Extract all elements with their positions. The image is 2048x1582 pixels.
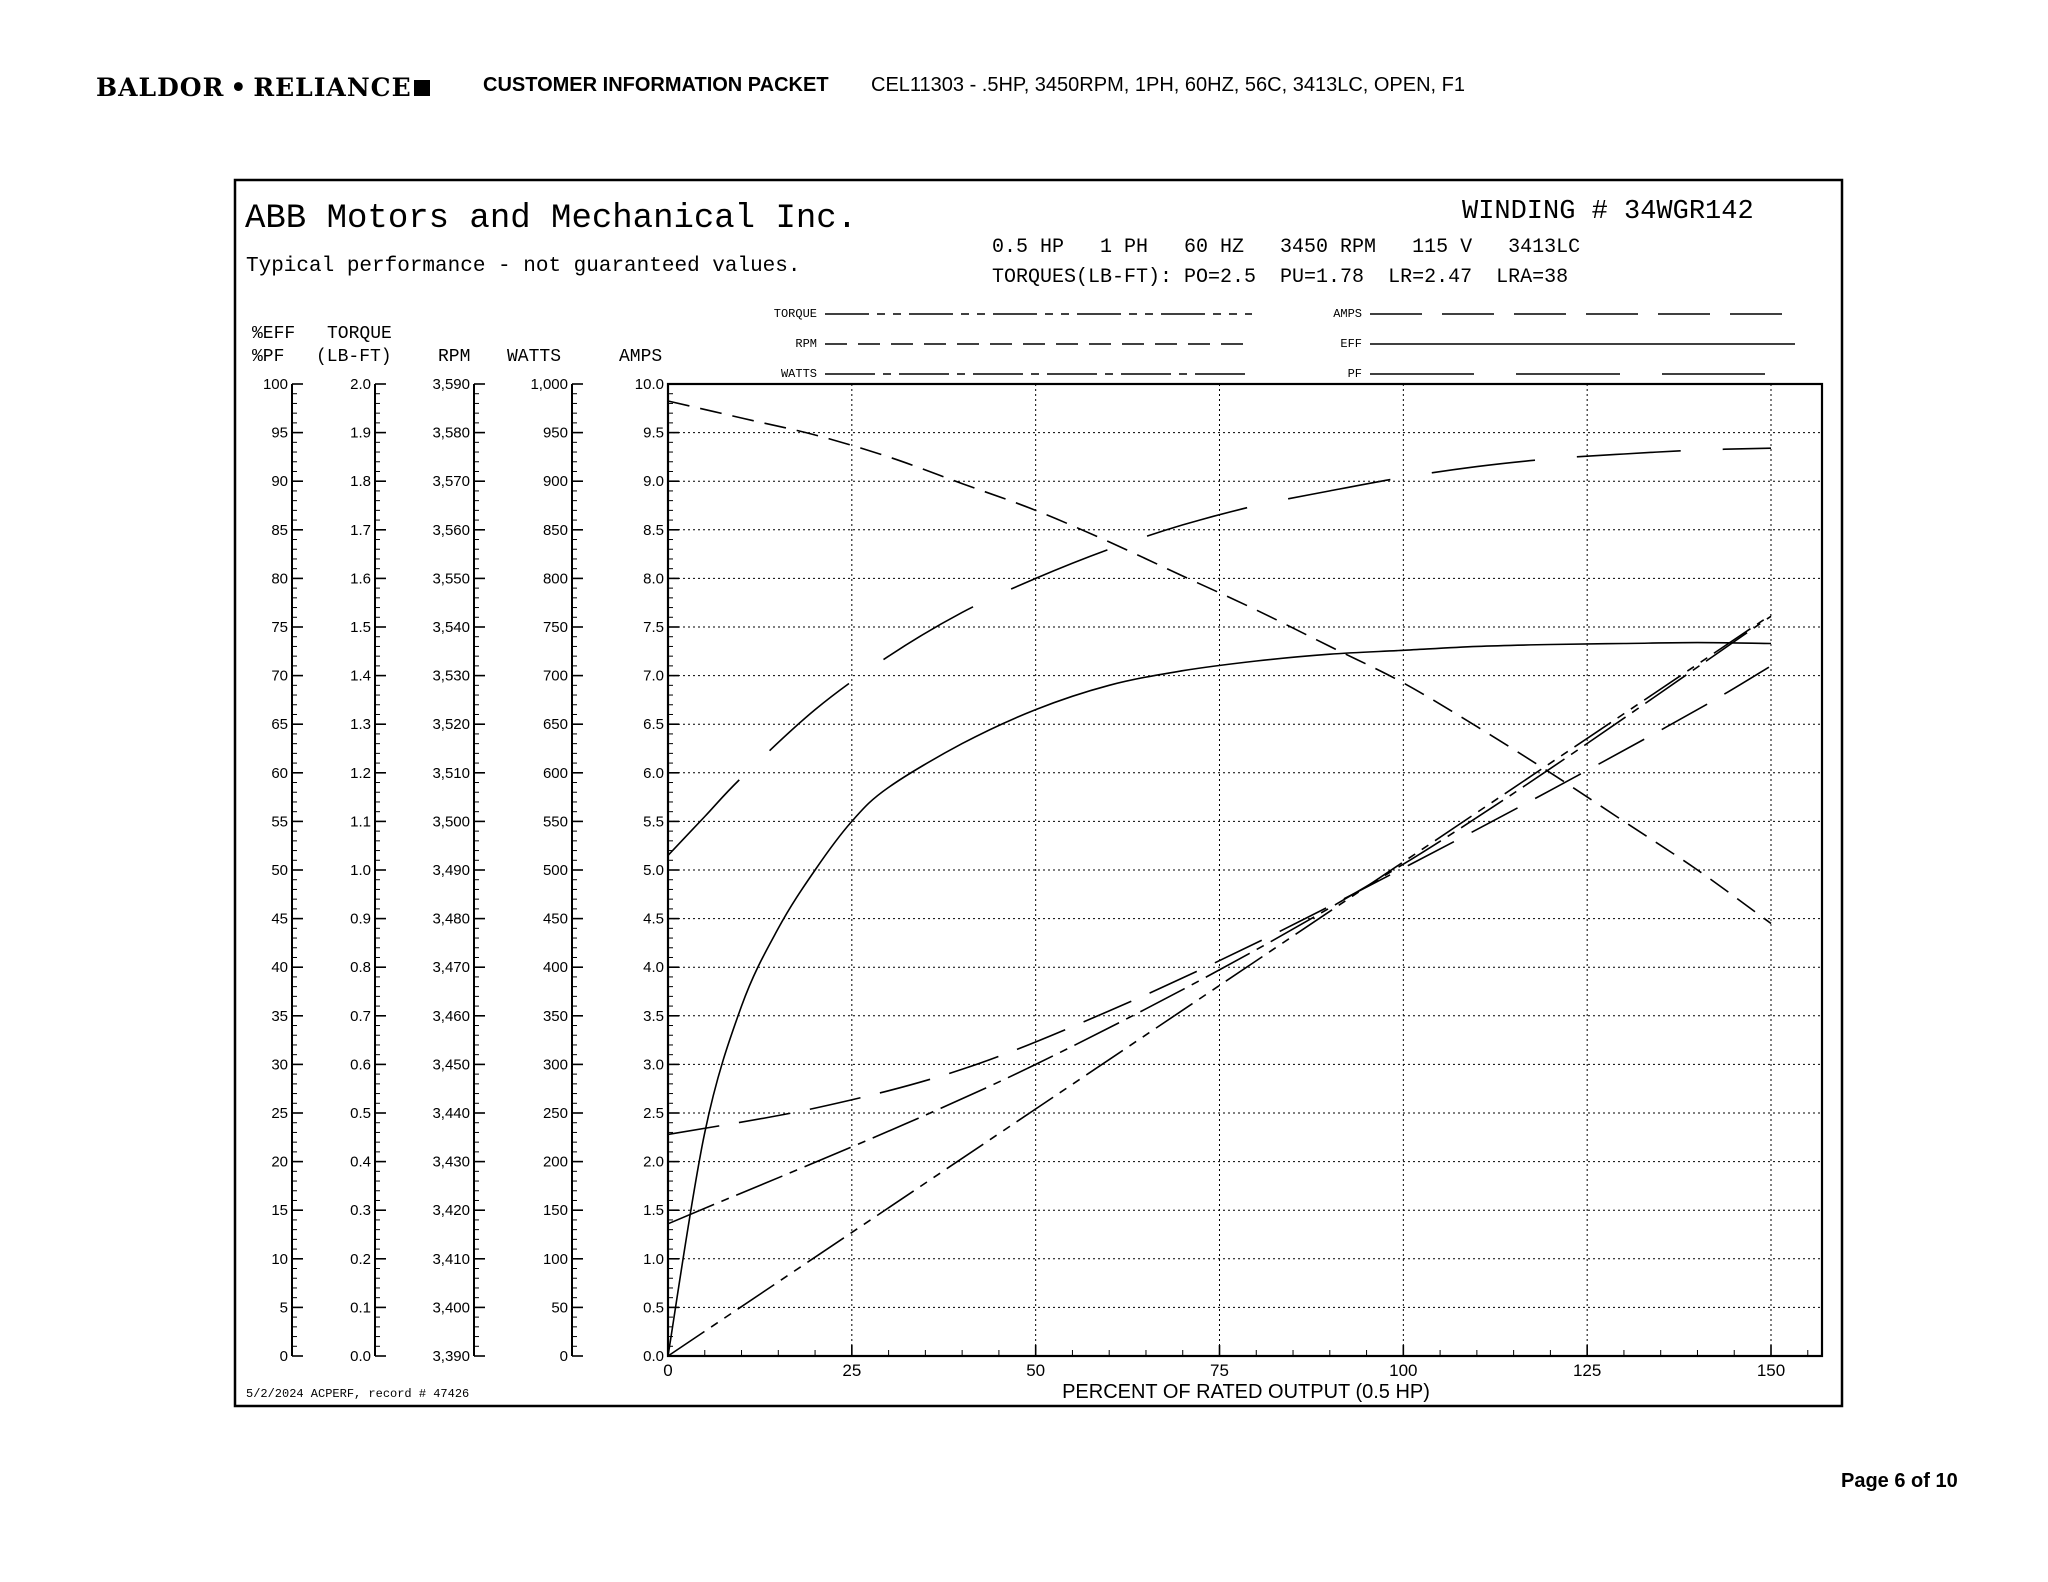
- amps-scale-tick-label: 2.0: [643, 1153, 664, 1171]
- amps-scale-tick-label: 5.0: [643, 862, 664, 879]
- watts-scale-tick-label: 950: [542, 424, 568, 442]
- torque-scale: [350, 376, 386, 1365]
- eff-pf-scale-tick-label: 40: [271, 959, 288, 977]
- amps-scale-tick-label: 9.5: [643, 424, 664, 442]
- amps-scale-tick-label: 3.0: [643, 1056, 664, 1074]
- legend-label-rpm: RPM: [795, 337, 817, 351]
- eff-pf-scale-tick-label: 75: [271, 619, 288, 636]
- eff-axis-title: %EFF: [252, 324, 296, 344]
- watts-scale-tick-label: 100: [542, 1250, 568, 1268]
- amps-scale-tick-label: 9.0: [643, 473, 664, 491]
- watts-scale-tick-label: 850: [542, 521, 568, 539]
- eff-pf-scale-tick-label: 15: [271, 1202, 288, 1220]
- watts-scale-tick-label: 700: [542, 667, 568, 685]
- torque-scale-tick-label: 1.7: [350, 521, 371, 539]
- amps-axis-title: AMPS: [619, 347, 663, 367]
- x-tick-label: 25: [842, 1361, 862, 1380]
- watts-axis-title: WATTS: [507, 347, 562, 367]
- eff-pf-scale: [263, 376, 303, 1365]
- eff-pf-scale-tick-label: 90: [271, 473, 288, 491]
- plot-grid: [668, 384, 1822, 1356]
- amps-scale-tick-label: 7.5: [643, 619, 664, 636]
- torque-scale-tick-label: 0.4: [350, 1153, 371, 1171]
- rpm-scale-tick-label: 3,520: [432, 716, 470, 734]
- amps-scale-tick-label: 8.5: [643, 521, 664, 539]
- eff-pf-scale-tick-label: 50: [271, 862, 288, 879]
- winding-number: WINDING # 34WGR142: [1462, 197, 1754, 227]
- x-tick-label: 75: [1210, 1361, 1229, 1380]
- watts-scale-tick-label: 650: [542, 716, 568, 734]
- rpm-scale-tick-label: 3,510: [432, 764, 470, 782]
- watts-scale-tick-label: 400: [542, 959, 568, 977]
- rpm-scale-tick-label: 3,450: [432, 1056, 470, 1074]
- eff-pf-scale-tick-label: 80: [271, 570, 288, 588]
- amps-scale: [635, 376, 679, 1365]
- torque-scale-tick-label: 1.5: [350, 619, 371, 636]
- rpm-scale-tick-label: 3,400: [432, 1299, 470, 1317]
- value-scales: [263, 376, 679, 1365]
- eff-pf-scale-tick-label: 20: [271, 1153, 288, 1171]
- amps-scale-tick-label: 1.5: [643, 1202, 664, 1220]
- amps-scale-tick-label: 4.0: [643, 959, 664, 977]
- watts-scale-tick-label: 800: [542, 570, 568, 588]
- watts-scale-tick-label: 0: [559, 1348, 568, 1365]
- torque-scale-tick-label: 0.5: [350, 1105, 371, 1122]
- eff-pf-scale-tick-label: 45: [271, 910, 288, 928]
- eff-pf-scale-tick-label: 0: [279, 1348, 288, 1365]
- legend-label-torque: TORQUE: [773, 307, 817, 321]
- rpm-scale-tick-label: 3,550: [432, 570, 470, 588]
- watts-scale-tick-label: 600: [542, 764, 568, 782]
- company-name: ABB Motors and Mechanical Inc.: [245, 200, 858, 238]
- x-tick-label: 125: [1572, 1361, 1602, 1380]
- rpm-scale: [432, 376, 485, 1365]
- amps-scale-tick-label: 2.5: [643, 1105, 664, 1122]
- legend-label-amps: AMPS: [1333, 307, 1362, 321]
- amps-scale-tick-label: 6.5: [643, 716, 664, 734]
- watts-scale-tick-label: 550: [542, 813, 568, 831]
- rpm-scale-tick-label: 3,540: [432, 619, 470, 636]
- amps-scale-tick-label: 4.5: [643, 910, 664, 928]
- rpm-scale-tick-label: 3,390: [432, 1348, 470, 1365]
- watts-scale-tick-label: 450: [542, 910, 568, 928]
- legend-label-eff: EFF: [1340, 337, 1362, 351]
- rpm-scale-tick-label: 3,440: [432, 1105, 470, 1122]
- rpm-scale-tick-label: 3,460: [432, 1007, 470, 1025]
- watts-scale-tick-label: 50: [551, 1299, 568, 1317]
- watts-scale-tick-label: 200: [542, 1153, 568, 1171]
- watts-scale: [530, 376, 583, 1365]
- torque-scale-tick-label: 1.3: [350, 716, 371, 734]
- watts-scale-tick-label: 1,000: [530, 376, 568, 393]
- rpm-scale-tick-label: 3,530: [432, 667, 470, 685]
- rpm-scale-tick-label: 3,580: [432, 424, 470, 442]
- watts-scale-tick-label: 500: [542, 862, 568, 879]
- watts-scale-tick-label: 300: [542, 1056, 568, 1074]
- torque-scale-tick-label: 1.0: [350, 862, 371, 879]
- eff-pf-scale-tick-label: 85: [271, 521, 288, 539]
- torque-scale-tick-label: 1.9: [350, 424, 371, 442]
- watts-scale-tick-label: 350: [542, 1007, 568, 1025]
- torque-scale-tick-label: 1.8: [350, 473, 371, 491]
- watts-scale-tick-label: 900: [542, 473, 568, 491]
- x-tick-label: 0: [663, 1361, 673, 1380]
- amps-scale-tick-label: 6.0: [643, 764, 664, 782]
- eff-pf-scale-tick-label: 10: [271, 1250, 288, 1268]
- pf-axis-title: %PF: [252, 347, 285, 367]
- eff-pf-scale-tick-label: 100: [262, 376, 288, 393]
- torque-scale-tick-label: 0.1: [350, 1299, 371, 1317]
- rpm-scale-tick-label: 3,430: [432, 1153, 470, 1171]
- brand-baldor: BALDOR: [96, 72, 225, 102]
- torque-scale-tick-label: 2.0: [350, 376, 371, 393]
- legend: [774, 307, 1795, 381]
- record-info: 5/2/2024 ACPERF, record # 47426: [246, 1387, 470, 1401]
- x-axis: [663, 1345, 1808, 1380]
- watts-scale-tick-label: 150: [542, 1202, 568, 1220]
- legend-label-watts: WATTS: [780, 367, 817, 381]
- eff-pf-scale-tick-label: 65: [271, 716, 288, 734]
- rpm-scale-tick-label: 3,570: [432, 473, 470, 491]
- torque-scale-tick-label: 0.3: [350, 1202, 371, 1220]
- rpm-scale-tick-label: 3,490: [432, 862, 470, 879]
- brand-dot: •: [230, 72, 248, 102]
- amps-scale-tick-label: 3.5: [643, 1007, 664, 1025]
- eff-pf-scale-tick-label: 25: [271, 1105, 288, 1122]
- torque-scale-tick-label: 1.2: [350, 764, 371, 782]
- torque-scale-tick-label: 1.4: [350, 667, 371, 685]
- amps-scale-tick-label: 0.0: [643, 1348, 664, 1365]
- specs-line-1: 0.5 HP 1 PH 60 HZ 3450 RPM 115 V 3413LC: [992, 236, 1581, 259]
- torque-scale-tick-label: 0.6: [350, 1056, 371, 1074]
- packet-title: CUSTOMER INFORMATION PACKET: [483, 74, 829, 96]
- eff-pf-scale-tick-label: 35: [271, 1007, 288, 1025]
- rpm-axis-title: RPM: [438, 347, 471, 367]
- torque-scale-tick-label: 0.2: [350, 1250, 371, 1268]
- x-tick-label: 100: [1389, 1361, 1418, 1380]
- rpm-scale-tick-label: 3,470: [432, 959, 470, 977]
- torque-scale-tick-label: 1.6: [350, 570, 371, 588]
- amps-scale-tick-label: 1.0: [643, 1250, 664, 1268]
- rpm-scale-tick-label: 3,590: [432, 376, 470, 393]
- torque-scale-tick-label: 0.7: [350, 1007, 371, 1025]
- torque-axis-title: TORQUE: [327, 324, 392, 344]
- amps-scale-tick-label: 0.5: [643, 1299, 664, 1317]
- eff-pf-scale-tick-label: 30: [271, 1056, 288, 1074]
- brand-reliance: RELIANCE: [253, 72, 412, 102]
- chart-subtitle: Typical performance - not guaranteed values.: [246, 255, 801, 278]
- specs-line-2: TORQUES(LB-FT): PO=2.5 PU=1.78 LR=2.47 LRA=38: [992, 266, 1569, 289]
- x-tick-label: 50: [1026, 1361, 1046, 1380]
- amps-scale-tick-label: 8.0: [643, 570, 664, 588]
- torque-scale-tick-label: 0.0: [350, 1348, 371, 1365]
- eff-pf-scale-tick-label: 70: [271, 667, 288, 685]
- amps-scale-tick-label: 5.5: [643, 813, 664, 831]
- amps-scale-tick-label: 10.0: [634, 376, 664, 393]
- rpm-scale-tick-label: 3,560: [432, 521, 470, 539]
- amps-scale-tick-label: 7.0: [643, 667, 664, 685]
- eff-pf-scale-tick-label: 55: [271, 813, 288, 831]
- x-tick-label: 150: [1756, 1361, 1786, 1380]
- torque-scale-tick-label: 0.9: [350, 910, 371, 928]
- x-axis-label: PERCENT OF RATED OUTPUT (0.5 HP): [1062, 1381, 1430, 1403]
- eff-pf-scale-tick-label: 5: [279, 1299, 288, 1317]
- torque-scale-tick-label: 0.8: [350, 959, 371, 977]
- rpm-scale-tick-label: 3,500: [432, 813, 470, 831]
- eff-pf-scale-tick-label: 60: [271, 764, 288, 782]
- legend-label-pf: PF: [1347, 367, 1362, 381]
- torque-scale-tick-label: 1.1: [350, 813, 371, 831]
- eff-pf-scale-tick-label: 95: [271, 424, 288, 442]
- watts-scale-tick-label: 750: [542, 619, 568, 636]
- page-number: Page 6 of 10: [1841, 1470, 1958, 1492]
- torque-unit-title: (LB-FT): [316, 347, 392, 367]
- rpm-scale-tick-label: 3,410: [432, 1250, 470, 1268]
- rpm-scale-tick-label: 3,480: [432, 910, 470, 928]
- product-description: CEL11303 - .5HP, 3450RPM, 1PH, 60HZ, 56C, 3413LC, OPEN, F1: [871, 74, 1466, 96]
- rpm-scale-tick-label: 3,420: [432, 1202, 470, 1220]
- watts-scale-tick-label: 250: [542, 1105, 568, 1122]
- chart-frame: [235, 180, 1842, 1406]
